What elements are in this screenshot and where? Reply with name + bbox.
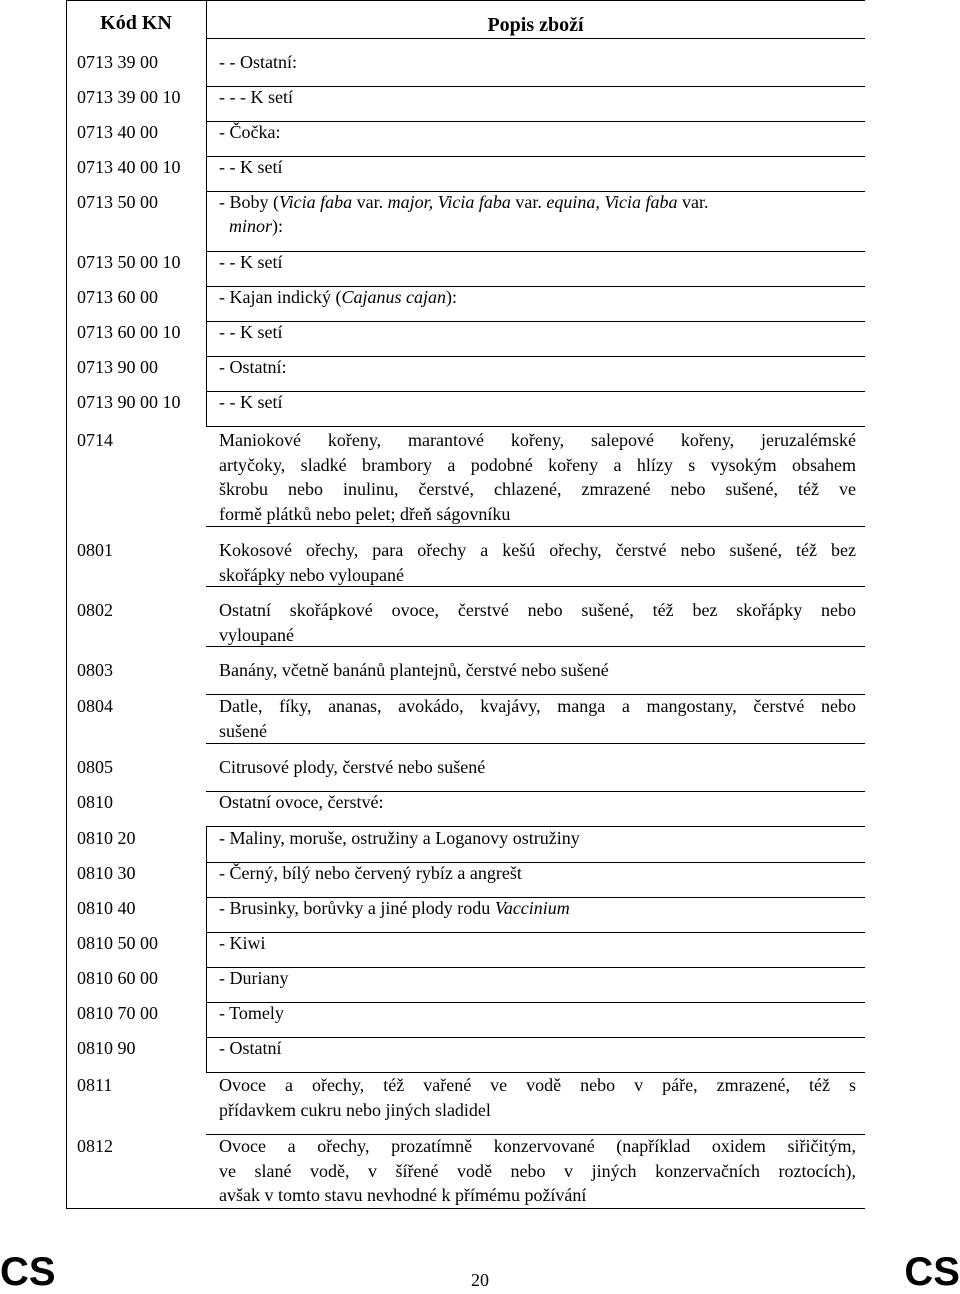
row-separator <box>206 426 865 427</box>
kn-code: 0810 90 <box>77 1038 136 1058</box>
description-text: - Ostatní: <box>219 357 287 377</box>
description-text: - Tomely <box>219 1003 284 1023</box>
latin-name: minor <box>229 216 273 236</box>
column-divider <box>206 826 207 1072</box>
description-text: - - - K setí <box>219 87 293 107</box>
description-text: - Kajan indický ( <box>219 287 342 307</box>
description-text: - Ostatní <box>219 1038 282 1058</box>
kn-code: 0713 60 00 <box>77 287 158 307</box>
latin-name: Vicia faba <box>279 192 353 212</box>
kn-code: 0812 <box>77 1136 113 1156</box>
description-line: artyčoky, sladké brambory a podobné kořeny a hlízy s vysokým obsahem <box>219 454 856 475</box>
kn-code: 0810 40 <box>77 898 136 918</box>
footer-language-left: CS <box>0 1250 56 1294</box>
description-line: Ostatní ovoce, čerstvé: <box>219 792 384 812</box>
description-line: Ovoce a ořechy, prozatímně konzervované (například oxidem siřičitým, <box>219 1136 856 1156</box>
description <box>219 658 856 683</box>
description <box>219 861 859 885</box>
description-text: ): <box>272 216 284 236</box>
table-left-border <box>66 0 67 1208</box>
description <box>219 1073 856 1122</box>
description <box>219 285 859 309</box>
header-rule <box>206 38 865 39</box>
kn-code: 0714 <box>77 430 113 450</box>
description <box>219 120 859 144</box>
kn-code: 0713 50 00 10 <box>77 252 181 272</box>
table-header <box>66 0 865 38</box>
description-text: - Čočka: <box>219 122 281 142</box>
description-line: škrobu nebo inulinu, čerstvé, chlazené, zmrazené nebo sušené, též ve <box>219 479 856 499</box>
description <box>219 390 859 414</box>
kn-code: 0713 40 00 10 <box>77 157 181 177</box>
header-code: Kód KN <box>100 12 172 34</box>
kn-code: 0810 20 <box>77 828 136 848</box>
description <box>219 1134 856 1208</box>
description <box>219 428 856 526</box>
description <box>219 538 856 587</box>
kn-code: 0810 <box>77 792 113 812</box>
page-number: 20 <box>471 1270 489 1290</box>
latin-name: Vaccinium <box>494 898 570 918</box>
description-line: Kokosové ořechy, para ořechy a kešú ořechy, čerstvé nebo sušené, též bez <box>219 540 856 560</box>
description-line: přídavkem cukru nebo jiných sladidel <box>219 1099 491 1120</box>
kn-code: 0810 70 00 <box>77 1003 158 1023</box>
description-text: - - K setí <box>219 322 283 342</box>
kn-code: 0803 <box>77 660 113 680</box>
latin-name: major, Vicia faba <box>387 192 511 212</box>
kn-code: 0810 30 <box>77 863 136 883</box>
latin-name: Cajanus cajan <box>341 287 446 307</box>
column-divider <box>206 38 207 426</box>
description <box>219 598 856 647</box>
description-text: var. <box>510 192 547 212</box>
kn-code: 0810 50 00 <box>77 933 158 953</box>
description-text: var. <box>352 192 388 212</box>
kn-code: 0804 <box>77 696 113 716</box>
description-text: - Brusinky, borůvky a jiné plody rodu <box>219 898 495 918</box>
description <box>219 155 859 179</box>
description <box>219 85 859 109</box>
description-text: - - K setí <box>219 392 283 412</box>
kn-code: 0713 50 00 <box>77 192 158 212</box>
description-text: ): <box>445 287 457 307</box>
kn-code: 0801 <box>77 540 113 560</box>
table-bottom-border <box>66 1208 865 1209</box>
description-line: sušené <box>219 720 267 741</box>
description-text: var. <box>677 192 709 212</box>
header-description: Popis zboží <box>487 14 584 36</box>
kn-code: 0713 90 00 <box>77 357 158 377</box>
description-line: Datle, fíky, ananas, avokádo, kvajávy, manga a mangostany, čerstvé nebo <box>219 696 856 716</box>
kn-code: 0713 40 00 <box>77 122 158 142</box>
description-text: - - K setí <box>219 157 283 177</box>
description-text: - - K setí <box>219 252 283 272</box>
description <box>219 250 859 274</box>
kn-code: 0713 39 00 <box>77 52 158 72</box>
header-divider <box>206 0 207 38</box>
description-text: - - Ostatní: <box>219 52 297 72</box>
description <box>219 694 856 743</box>
description-line: Banány, včetně banánů plantejnů, čerstvé nebo sušené <box>219 660 609 680</box>
description-line: skořápky nebo vyloupané <box>219 564 404 585</box>
footer-language-right: CS <box>904 1250 960 1294</box>
row-separator <box>206 743 865 744</box>
description-line: Citrusové plody, čerstvé nebo sušené <box>219 757 486 777</box>
kn-code: 0713 60 00 10 <box>77 322 181 342</box>
kn-code: 0811 <box>77 1075 113 1095</box>
description <box>219 755 856 780</box>
description-line <box>219 214 859 238</box>
row-separator <box>206 646 865 647</box>
description <box>219 190 859 238</box>
description-line: Ovoce a ořechy, též vařené ve vodě nebo v páře, zmrazené, též s <box>219 1075 856 1095</box>
row-separator <box>206 586 865 587</box>
description <box>219 931 859 955</box>
description <box>219 1001 859 1025</box>
row-separator <box>206 526 865 527</box>
description-line: formě plátků nebo pelet; dřeň ságovníku <box>219 503 511 524</box>
description <box>219 50 859 74</box>
kn-code: 0713 39 00 10 <box>77 87 181 107</box>
description <box>219 826 859 850</box>
latin-name: equina, Vicia faba <box>546 192 678 212</box>
description <box>219 355 859 379</box>
description <box>219 896 859 920</box>
kn-code: 0810 60 00 <box>77 968 158 988</box>
kn-code: 0802 <box>77 600 113 620</box>
description-line: Maniokové kořeny, marantové kořeny, salepové kořeny, jeruzalémské <box>219 430 856 450</box>
description-text: - Kiwi <box>219 933 266 953</box>
description <box>219 790 856 815</box>
description-text: - Maliny, moruše, ostružiny a Loganovy ostružiny <box>219 828 580 848</box>
description-line: avšak v tomto stavu nevhodné k přímému požívání <box>219 1185 587 1205</box>
description-line: ve slané vodě, v šířené vodě nebo v jiných konzervačních roztocích), <box>219 1160 856 1181</box>
description-text: - Duriany <box>219 968 289 988</box>
kn-code: 0713 90 00 10 <box>77 392 181 412</box>
description-text: - Černý, bílý nebo červený rybíz a angrešt <box>219 863 522 883</box>
description <box>219 966 859 990</box>
description-line: vyloupané <box>219 624 294 645</box>
description <box>219 320 859 344</box>
description-line: Ostatní skořápkové ovoce, čerstvé nebo sušené, též bez skořápky nebo <box>219 600 856 620</box>
kn-code: 0805 <box>77 757 113 777</box>
description <box>219 1036 859 1060</box>
description-line <box>219 190 859 214</box>
description-text: - Boby ( <box>219 192 279 212</box>
